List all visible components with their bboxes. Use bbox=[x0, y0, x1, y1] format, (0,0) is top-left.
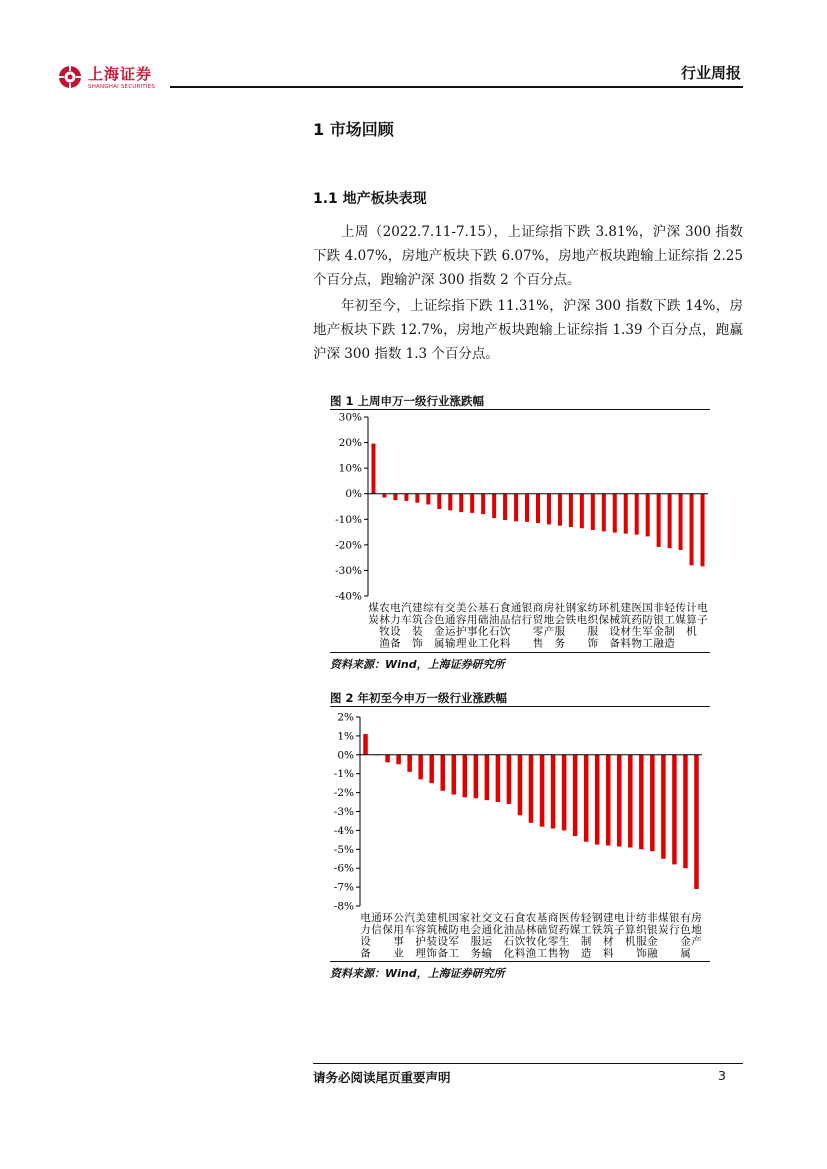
figure-2-chart bbox=[330, 707, 710, 961]
figure-1-bar bbox=[404, 494, 408, 501]
figure-1-category-label: 轻工制造 bbox=[664, 602, 675, 650]
figure-2-y-tick-label: -1% bbox=[333, 768, 354, 781]
figure-1-category-label: 商贸零售 bbox=[532, 602, 544, 650]
figure-1-bar bbox=[503, 494, 507, 520]
figure-2-bar bbox=[551, 755, 556, 829]
figure-2-y-tick-label: -2% bbox=[333, 787, 354, 800]
figure-1-category-label: 石油石化 bbox=[488, 602, 500, 650]
figure-1-category-label: 纺织服饰 bbox=[587, 602, 599, 650]
figure-1-y-tick-label: 20% bbox=[338, 437, 362, 450]
figure-2-category-label: 商贸零售 bbox=[547, 912, 559, 960]
figure-1-bar bbox=[536, 494, 540, 523]
figure-1-y-tick-label: -30% bbox=[335, 564, 362, 577]
figure-1-category-label: 汽车 bbox=[401, 602, 412, 626]
figure-2-bar bbox=[639, 755, 644, 850]
figure-1-bar bbox=[371, 444, 375, 494]
figure-2-category-label: 国防军工 bbox=[448, 912, 460, 960]
figure-1-category-label: 有色金属 bbox=[434, 602, 445, 650]
page-number: 3 bbox=[718, 1068, 726, 1083]
figure-1-bar bbox=[448, 494, 452, 511]
figure-2-y-tick-label: 2% bbox=[337, 711, 354, 724]
figure-1-category-label: 农林牧渔 bbox=[379, 602, 390, 650]
figure-2-y-tick-label: 1% bbox=[337, 730, 354, 743]
figure-2-category-label: 非银金融 bbox=[647, 912, 658, 960]
figure-2-category-label: 食品饮料 bbox=[514, 912, 526, 960]
figure-2-category-label: 纺织服饰 bbox=[636, 912, 647, 960]
logo-name: 上海证券 bbox=[88, 65, 153, 83]
figure-1-category-label: 电子 bbox=[697, 602, 708, 626]
logo-english-name: SHANGHAI SECURITIES bbox=[88, 84, 156, 90]
figure-1-bar bbox=[690, 494, 694, 566]
figure-2-bar bbox=[573, 755, 578, 836]
figure-2-y-tick-label: -4% bbox=[333, 824, 354, 837]
figure-1-y-tick-label: 10% bbox=[338, 462, 362, 475]
figure-2-bar bbox=[485, 755, 490, 800]
figure-2-bar bbox=[529, 755, 534, 823]
figure-2-bar bbox=[540, 755, 545, 827]
figure-2-bar bbox=[440, 755, 445, 791]
figure-1-bar bbox=[635, 494, 639, 535]
figure-2-category-label: 煤炭 bbox=[658, 912, 669, 936]
figure-2-bar bbox=[474, 755, 479, 798]
figure-2-category-label: 计算机 bbox=[625, 912, 636, 948]
figure-2-category-label: 交通运输 bbox=[481, 912, 493, 960]
figure-1-category-label: 国防军工 bbox=[642, 602, 653, 650]
figure-2-category-label: 有色金属 bbox=[680, 912, 691, 960]
figure-1-bar bbox=[393, 494, 397, 500]
figure-2-bar bbox=[628, 755, 633, 848]
header-rule bbox=[170, 86, 743, 88]
figure-2-category-label: 建筑材料 bbox=[602, 912, 614, 960]
figure-2-source: 资料来源：Wind，上海证券研究所 bbox=[330, 967, 505, 980]
figure-2-y-tick-label: -3% bbox=[333, 806, 354, 818]
figure-2-category-label: 文化 bbox=[492, 912, 504, 936]
subsection-heading: 1.1 地产板块表现 bbox=[313, 191, 427, 207]
figure-1-category-label: 银行 bbox=[521, 602, 533, 626]
figure-1-bar bbox=[646, 494, 650, 537]
figure-1-category-label: 家电 bbox=[576, 602, 588, 626]
figure-2-bar bbox=[562, 755, 567, 831]
figure-2-category-label: 基础化工 bbox=[536, 912, 548, 960]
figure-2-bar bbox=[452, 755, 457, 795]
figure-1-category-label: 煤炭 bbox=[368, 602, 379, 626]
figure-2-bar bbox=[617, 755, 622, 847]
figure-1-bar bbox=[580, 494, 584, 529]
figure-2-bar bbox=[694, 755, 699, 889]
figure-1-bar bbox=[492, 494, 496, 518]
figure-1-bar bbox=[525, 494, 529, 522]
shanghai-securities-logo-icon bbox=[58, 65, 82, 89]
figure-2-bar bbox=[396, 755, 401, 764]
figure-1-y-tick-label: 0% bbox=[345, 488, 362, 501]
figure-2-y-tick-label: -6% bbox=[333, 862, 354, 875]
figure-1-y-tick-label: 30% bbox=[338, 411, 362, 424]
figure-2-category-label: 石油石化 bbox=[503, 912, 515, 960]
figure-2-category-label: 家电 bbox=[459, 912, 471, 936]
figure-1-category-label: 美容护理 bbox=[455, 602, 467, 650]
figure-1-bar bbox=[437, 494, 441, 509]
figure-2-bar bbox=[407, 755, 412, 772]
figure-2-bar bbox=[683, 755, 688, 868]
figure-2-category-label: 传媒 bbox=[569, 912, 581, 936]
figure-2-bar bbox=[418, 755, 423, 780]
report-type: 行业周报 bbox=[680, 64, 741, 82]
figure-2-category-label: 轻工制造 bbox=[580, 912, 592, 960]
figure-2-bar bbox=[429, 755, 434, 783]
figure-1-bar bbox=[591, 494, 595, 530]
figure-1-title: 图 1 上周申万一级行业涨跌幅 bbox=[330, 394, 485, 408]
figure-1-category-label: 传媒 bbox=[675, 602, 686, 626]
figure-2-category-label: 房地产 bbox=[691, 912, 702, 948]
figure-2-bar bbox=[496, 755, 501, 802]
figure-1-category-label: 综合 bbox=[423, 602, 434, 626]
figure-2-bar bbox=[661, 755, 666, 859]
figure-2-y-tick-label: -7% bbox=[333, 881, 354, 894]
figure-2-y-tick-label: -8% bbox=[333, 900, 354, 913]
figure-2-category-label: 电力设备 bbox=[360, 912, 371, 960]
figure-2-category-label: 建筑装饰 bbox=[426, 912, 437, 960]
figure-1-category-label: 电力设备 bbox=[390, 602, 401, 650]
figure-1-bar bbox=[602, 494, 606, 532]
figure-2-bar bbox=[463, 755, 468, 798]
figure-2-bar bbox=[385, 755, 390, 763]
figure-1-category-label: 社会服务 bbox=[554, 602, 566, 650]
figure-1-bar bbox=[701, 494, 705, 567]
section-heading: 1 市场回顾 bbox=[313, 120, 394, 139]
figure-1-bar bbox=[426, 494, 430, 505]
figure-1-bar bbox=[679, 494, 683, 550]
figure-2-category-label: 机械设备 bbox=[437, 912, 448, 960]
figure-2-bar bbox=[363, 734, 368, 755]
footer-disclaimer: 请务必阅读尾页重要声明 bbox=[313, 1070, 451, 1085]
figure-1-category-label: 计算机 bbox=[686, 602, 697, 638]
figure-2-category-label: 医药生物 bbox=[558, 912, 570, 960]
figure-1-category-label: 医药生物 bbox=[631, 602, 642, 650]
figure-2-bar bbox=[518, 755, 523, 815]
figure-2-category-label: 钢铁 bbox=[591, 912, 603, 936]
figure-1-y-tick-label: -40% bbox=[335, 590, 362, 603]
figure-1-chart bbox=[330, 410, 710, 652]
figure-2-bar bbox=[650, 755, 655, 851]
figure-1-bottom-rule bbox=[330, 652, 710, 653]
figure-1-category-label: 交通运输 bbox=[445, 602, 456, 650]
figure-1-bar bbox=[569, 494, 573, 527]
figure-1-bar bbox=[481, 494, 485, 514]
figure-1-bar bbox=[415, 494, 419, 503]
figure-2-category-label: 电子 bbox=[614, 912, 625, 936]
figure-2-category-label: 环保 bbox=[382, 912, 393, 936]
figure-2-bar bbox=[606, 755, 611, 846]
footer-rule bbox=[313, 1063, 743, 1064]
figure-2-title: 图 2 年初至今申万一级行业涨跌幅 bbox=[330, 691, 508, 705]
figure-1-category-label: 食品饮料 bbox=[499, 602, 511, 650]
paragraph-ytd: 年初至今，上证综指下跌 11.31%，沪深 300 指数下跌 14%，房地产板块下跌 12.7%，房地产板块跑输上证综指 1.39 个百分点，跑赢沪深 300 指数 1.3 个百分点。 bbox=[313, 298, 743, 362]
figure-2-category-label: 农林牧渔 bbox=[525, 912, 537, 960]
figure-1-bar bbox=[547, 494, 551, 525]
figure-1-bar bbox=[657, 494, 661, 547]
figure-2-category-label: 美容护理 bbox=[415, 912, 426, 960]
figure-1-source: 资料来源：Wind，上海证券研究所 bbox=[330, 658, 505, 671]
figure-2-bottom-rule bbox=[330, 961, 710, 962]
figure-1-category-label: 非银金融 bbox=[653, 602, 664, 650]
figure-2-category-label: 通信 bbox=[371, 912, 382, 936]
figure-1-bar bbox=[558, 494, 562, 526]
figure-2-bar bbox=[584, 755, 589, 842]
figure-1-category-label: 公用事业 bbox=[466, 602, 478, 650]
figure-1-y-tick-label: -10% bbox=[335, 513, 362, 526]
figure-1-bar bbox=[470, 494, 474, 513]
figure-1-bar bbox=[668, 494, 672, 548]
paragraph-weekly: 上周（2022.7.11-7.15），上证综指下跌 3.81%，沪深 300 指数下跌 4.07%，房地产板块下跌 6.07%，房地产板块跑输上证综指 2.25 个百分点，跑输沪深 300 指数 2 个百分点。 bbox=[313, 224, 743, 288]
figure-1-category-label: 环保 bbox=[598, 602, 610, 626]
figure-1-bar bbox=[514, 494, 518, 522]
figure-2-category-label: 社会服务 bbox=[470, 912, 482, 960]
figure-1-bar bbox=[459, 494, 463, 512]
figure-2-bar bbox=[672, 755, 677, 865]
figure-2-category-label: 银行 bbox=[669, 912, 680, 936]
figure-1-y-tick-label: -20% bbox=[335, 539, 362, 552]
figure-1-category-label: 机械设备 bbox=[609, 602, 621, 650]
figure-2-bar bbox=[507, 755, 512, 804]
figure-2-category-label: 汽车 bbox=[404, 912, 415, 936]
figure-2-y-tick-label: -5% bbox=[333, 843, 354, 856]
figure-1-category-label: 建筑材料 bbox=[620, 602, 631, 650]
figure-1-category-label: 房地产 bbox=[543, 602, 555, 638]
figure-1-category-label: 通信 bbox=[510, 602, 522, 626]
figure-2-y-tick-label: 0% bbox=[337, 749, 354, 762]
figure-1-bar bbox=[382, 494, 386, 498]
figure-1-category-label: 钢铁 bbox=[565, 602, 577, 626]
figure-1-category-label: 基础化工 bbox=[477, 602, 489, 650]
figure-1-bar bbox=[613, 494, 617, 533]
figure-2-bar bbox=[595, 755, 600, 845]
figure-2-category-label: 公用事业 bbox=[393, 912, 404, 960]
figure-1-bar bbox=[624, 494, 628, 534]
figure-1-category-label: 建筑装饰 bbox=[412, 602, 423, 650]
